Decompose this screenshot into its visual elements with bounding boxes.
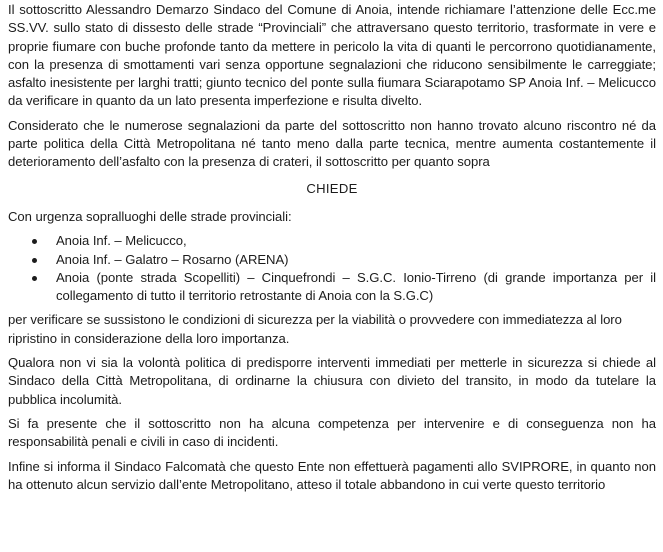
payment-notice-paragraph: Infine si informa il Sindaco Falcomatà che questo Ente non effettuerà pagamenti allo SVIPRORE, in quanto non ha ottenuto alcun servizio dall’ente Metropolitano, atteso il totale abbandono in cui verte questo territorio bbox=[8, 458, 656, 492]
intro-paragraph: Il sottoscritto Alessandro Demarzo Sindaco del Comune di Anoia, intende richiamare l’attenzione delle Ecc.me SS.VV. sullo stato di dissesto delle strade “Provinciali” che attraversano questo territorio, trasformate in vere e proprie fiumare con buche profonde tanto da mettere in pericolo la vita di quanti le percorrono quotidianamente, con la presenza di smottamenti vari senza opportune segnalazioni che riducono sensibilmente le carreggiate; asfalto inesistente per larghi tratti; giunto tecnico del ponte sulla fiumara Sciarapotamo SP Anoia Inf. – Melicucco da verificare in quanto da un lato presenta imperfezione e risulta divelto. bbox=[8, 2, 656, 109]
list-item: Anoia Inf. – Galatro – Rosarno (ARENA) bbox=[32, 251, 656, 269]
closure-request-paragraph: Qualora non vi sia la volontà politica di predisporre interventi immediati per metterle in sicurezza si chiede al Sindaco della Città Metropolitana, di ordinarne la chiusura con divieto del transito, in modo da tutelare la pubblica incolumità. bbox=[8, 355, 656, 407]
list-item: Anoia Inf. – Melicucco, bbox=[32, 232, 656, 250]
considerations-paragraph: Considerato che le numerose segnalazioni da parte del sottoscritto non hanno trovato alcuno riscontro né da parte politica della Città Metropolitana né tanto meno dalla parte tecnica, mentre aumenta costantemente il deterioramento dell’asfalto con la presenza di crateri, il sottoscritto per quanto sopra bbox=[8, 117, 656, 170]
roads-list bbox=[8, 232, 656, 305]
letter-page bbox=[8, 1, 656, 494]
inspection-intro: Con urgenza sopralluoghi delle strade provinciali: bbox=[8, 208, 292, 224]
list-item: Anoia (ponte strada Scopelliti) – Cinquefrondi – S.G.C. Ionio-Tirreno (di grande importanza per il collegamento di tutto il territorio retrostante di Anoia con la S.G.C) bbox=[32, 269, 656, 306]
verification-paragraph: per verificare se sussistono le condizioni di sicurezza per la viabilità o provvedere con immediatezza al loro ripristino in considerazione della loro importanza. bbox=[8, 312, 622, 346]
request-heading: CHIEDE bbox=[306, 180, 358, 196]
liability-paragraph: Si fa presente che il sottoscritto non ha alcuna competenza per intervenire e di conseguenza non ha responsabilità penali e civili in caso di incidenti. bbox=[8, 415, 656, 450]
